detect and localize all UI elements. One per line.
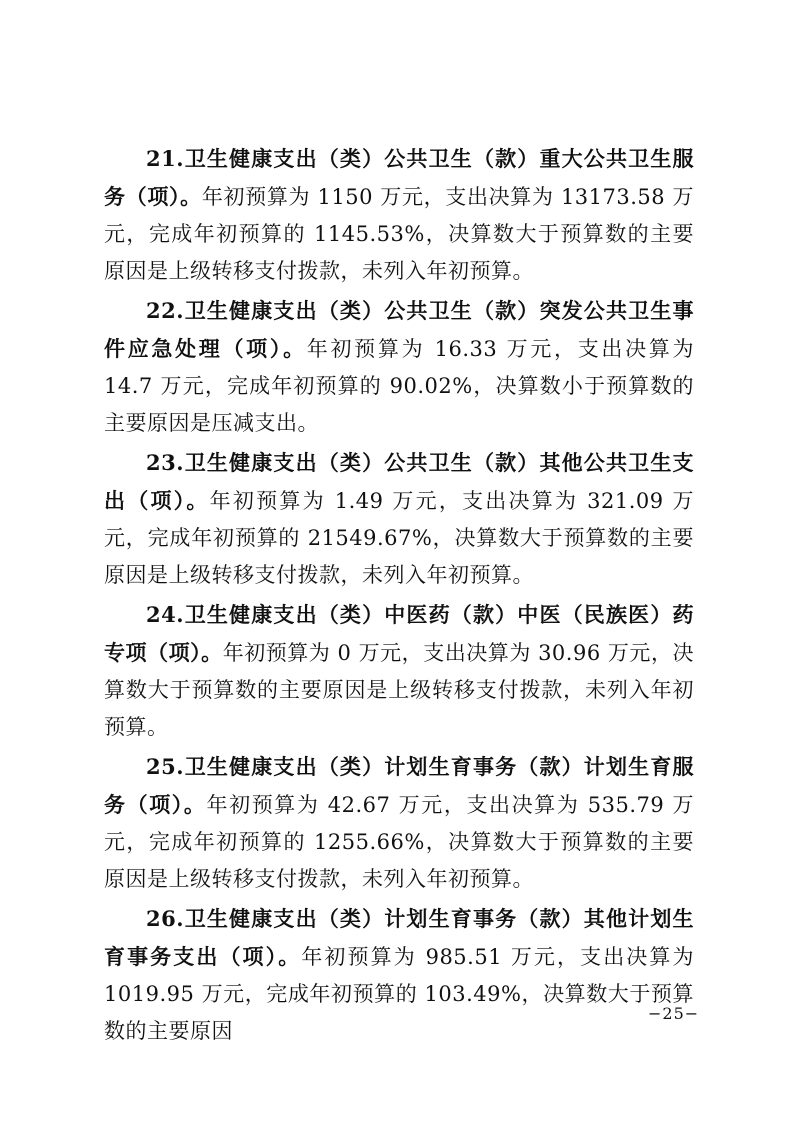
paragraph-21 — [104, 140, 694, 290]
paragraph-text: 年初预算为 16.33 万元，支出决算为 14.7 万元，完成年初预算的 90.02%，决算数小于预算数的主要原因是压减支出。 — [104, 337, 695, 435]
paragraph-text: 年初预算为 985.51 万元，支出决算为 1019.95 万元，完成年初预算的 103.49%，决算数大于预算数的主要原因 — [104, 945, 694, 1043]
document-body — [104, 140, 694, 1052]
paragraph-heading: 23.卫生健康支出（类）公共卫生（款）其他公共卫生支出（项）。 — [104, 450, 694, 513]
paragraph-heading: 24.卫生健康支出（类）中医药（款）中医（民族医）药专项（项）。 — [104, 602, 694, 665]
paragraph-22 — [104, 292, 694, 442]
paragraph-25 — [104, 748, 694, 898]
paragraph-text: 年初预算为 42.67 万元，支出决算为 535.79 万元，完成年初预算的 1255.66%，决算数大于预算数的主要原因是上级转移支付拨款，未列入年初预算。 — [104, 793, 694, 891]
paragraph-heading: 21.卫生健康支出（类）公共卫生（款）重大公共卫生服务（项）。 — [104, 146, 694, 209]
page-number: −25− — [648, 1004, 700, 1023]
paragraph-text: 年初预算为 0 万元，支出决算为 30.96 万元，决算数大于预算数的主要原因是上级转移支付拨款，未列入年初预算。 — [104, 641, 694, 739]
paragraph-text: 年初预算为 1150 万元，支出决算为 13173.58 万元，完成年初预算的 1145.53%，决算数大于预算数的主要原因是上级转移支付拨款，未列入年初预算。 — [104, 185, 694, 283]
paragraph-heading: 22.卫生健康支出（类）公共卫生（款）突发公共卫生事件应急处理（项）。 — [104, 298, 694, 361]
paragraph-heading: 25.卫生健康支出（类）计划生育事务（款）计划生育服务（项）。 — [104, 754, 694, 817]
paragraph-26 — [104, 900, 694, 1050]
paragraph-23 — [104, 444, 694, 594]
paragraph-24 — [104, 596, 694, 746]
paragraph-text: 年初预算为 1.49 万元，支出决算为 321.09 万元，完成年初预算的 21549.67%，决算数大于预算数的主要原因是上级转移支付拨款，未列入年初预算。 — [104, 489, 695, 587]
paragraph-heading: 26.卫生健康支出（类）计划生育事务（款）其他计划生育事务支出（项）。 — [104, 906, 694, 969]
